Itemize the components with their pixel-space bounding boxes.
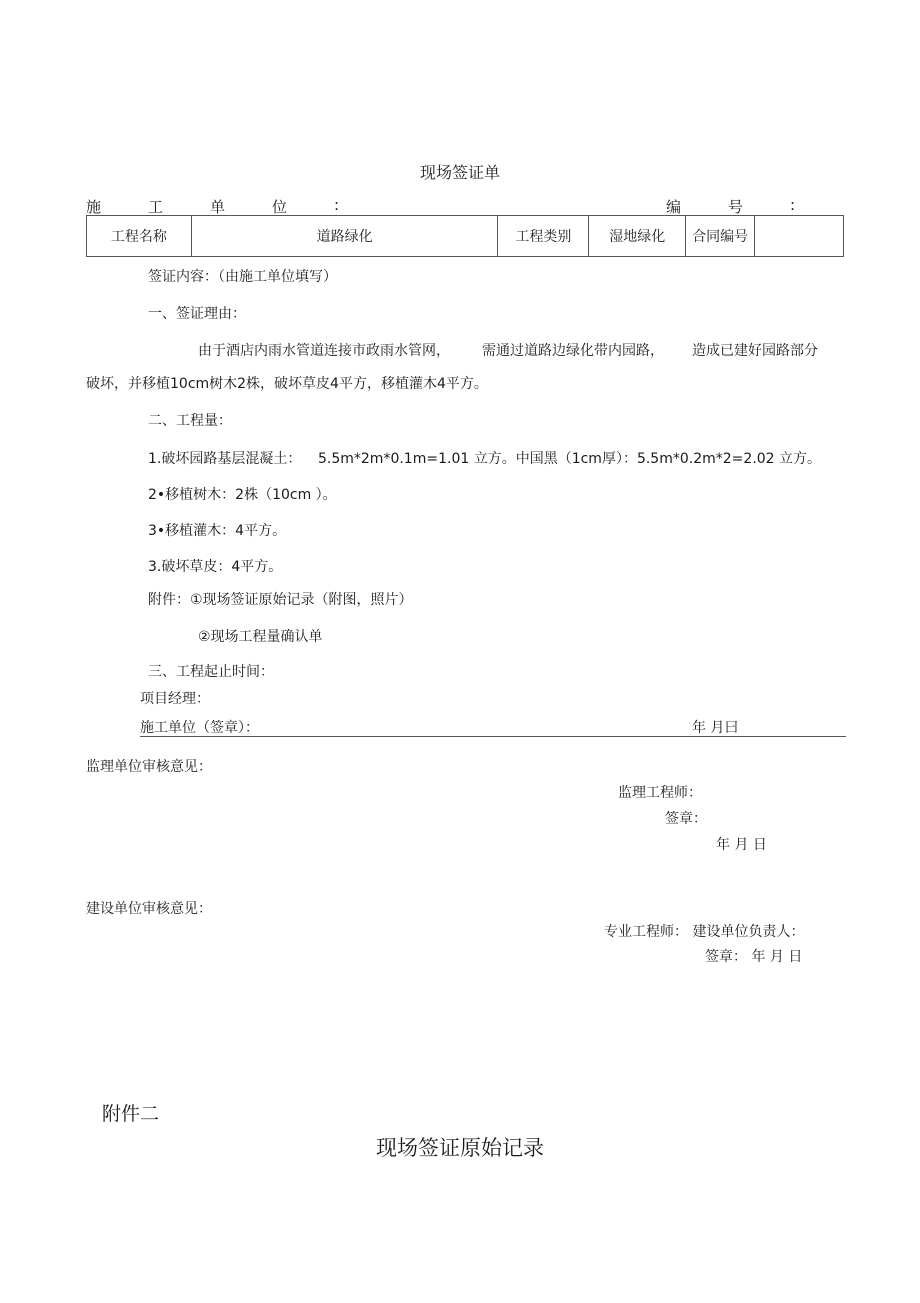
number-char: 编 bbox=[666, 198, 682, 216]
content-label: 签证内容：（由施工单位填写） bbox=[148, 269, 337, 285]
section2-heading: 二、工程量： bbox=[148, 413, 232, 429]
page-title: 现场签证单 bbox=[419, 163, 500, 182]
unit-char: 位 bbox=[272, 198, 288, 216]
quantity-item-3: 3•移植灌木：4平方。 bbox=[148, 523, 287, 539]
supervision-engineer-label: 监理工程师： bbox=[618, 785, 702, 801]
unit-char: 工 bbox=[148, 198, 164, 216]
supervision-seal-label: 签章： bbox=[665, 811, 707, 827]
quantity-item-2: 2•移植树木：2株（10cm ）。 bbox=[148, 487, 337, 503]
project-type-label: 工程类别 bbox=[498, 216, 589, 257]
owner-signers-label: 专业工程师： 建设单位负责人： bbox=[604, 924, 805, 940]
section1-line2: 破坏，并移植10cm树木2株，破坏草皮4平方，移植灌木4平方。 bbox=[86, 376, 488, 392]
project-name-value: 道路绿化 bbox=[191, 216, 498, 257]
number-char: : bbox=[790, 196, 796, 214]
attachment-1: 附件：①现场签证原始记录（附图，照片） bbox=[148, 592, 413, 608]
section1-heading: 一、签证理由： bbox=[148, 306, 246, 322]
unit-char: : bbox=[334, 196, 340, 214]
section3-heading: 三、工程起止时间： bbox=[148, 664, 274, 680]
quantity-item-1a: 1.破坏园路基层混凝土： bbox=[148, 451, 302, 467]
project-name-label: 工程名称 bbox=[87, 216, 192, 257]
supervision-opinion-label: 监理单位审核意见： bbox=[86, 759, 212, 775]
section1-line1-c: 造成已建好园路部分 bbox=[692, 343, 818, 359]
construction-unit-sign-label: 施工单位（签章）： bbox=[140, 720, 259, 736]
project-type-value: 湿地绿化 bbox=[589, 216, 686, 257]
attachment-2: ②现场工程量确认单 bbox=[198, 629, 323, 645]
construction-unit-date: 年 月曰 bbox=[692, 720, 739, 736]
supervision-date: 年 月 日 bbox=[716, 837, 767, 853]
quantity-item-1b: 5.5m*2m*0.1m=1.01 立方。中国黑（1cm厚）：5.5m*0.2m*2=2.02 立方。 bbox=[318, 451, 822, 467]
owner-seal-date: 签章： 年 月 日 bbox=[705, 949, 803, 965]
section1-line1-b: 需通过道路边绿化带内园路， bbox=[482, 343, 664, 359]
quantity-item-4: 3.破坏草皮：4平方。 bbox=[148, 559, 283, 575]
unit-char: 施 bbox=[86, 198, 102, 216]
contract-no-label: 合同编号 bbox=[686, 216, 755, 257]
contract-no-value bbox=[755, 216, 844, 257]
owner-opinion-label: 建设单位审核意见： bbox=[86, 901, 212, 917]
appendix-label: 附件二 bbox=[102, 1103, 160, 1125]
divider bbox=[140, 736, 846, 737]
project-manager-label: 项目经理： bbox=[140, 691, 210, 707]
appendix-title: 现场签证原始记录 bbox=[376, 1136, 544, 1160]
info-table bbox=[86, 215, 844, 257]
section1-line1-a: 由于酒店内雨水管道连接市政雨水管网， bbox=[198, 343, 450, 359]
number-char: 号 bbox=[728, 198, 744, 216]
unit-char: 单 bbox=[210, 198, 226, 216]
